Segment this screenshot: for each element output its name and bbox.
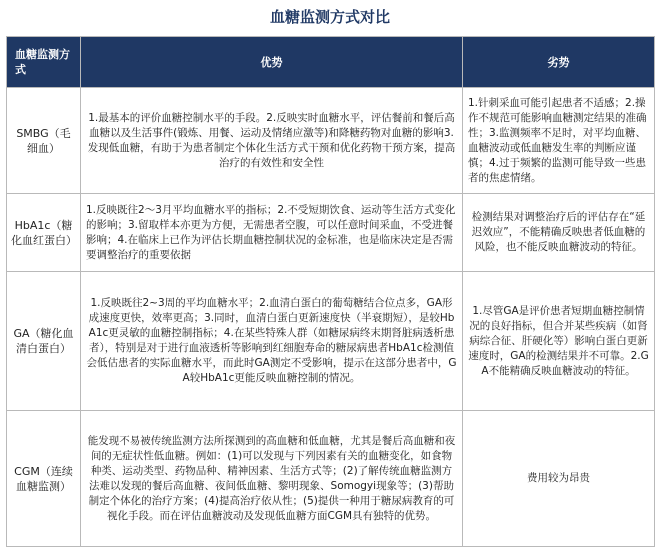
header-advantages: 优势 bbox=[81, 37, 463, 88]
method-cell: CGM（连续血糖监测） bbox=[7, 411, 81, 547]
comparison-table bbox=[6, 36, 655, 547]
table-row bbox=[7, 272, 655, 411]
advantages-cell: 能发现不易被传统监测方法所探测到的高血糖和低血糖，尤其是餐后高血糖和夜间的无症状性低血糖。例如：(1)可以发现与下列因素有关的血糖变化，如食物种类、运动类型、药物品种、精神因素、生活方式等；(2)了解传统血糖监测方法难以发现的餐后高血糖、夜间低血糖、黎明现象、Somogyi现象等；(3)帮助制定个体化的治疗方案；(4)提高治疗依从性；(5)提供一种用于糖尿病教育的可视化手段。而在评估血糖波动及发现低血糖方面CGM具有独特的优势。 bbox=[81, 411, 463, 547]
method-cell: HbA1c（糖化血红蛋白） bbox=[7, 194, 81, 272]
advantages-cell: 1.反映既往2~3周的平均血糖水平；2.血清白蛋白的葡萄糖结合位点多，GA形成速度更快，效率更高；3.同时，血清白蛋白更新速度快（半衰期短），是较HbA1c更灵敏的血糖控制指标；4.在某些特殊人群（如糖尿病终末期肾脏病透析患者），特别是对于进行血液透析等影响到红细胞寿命的糖尿病患者HbA1c检测值会低估患者的实际血糖水平，而此时GA测定不受影响，提示在这部分患者中，GA较HbA1c更能反映血糖控制的情况。 bbox=[81, 272, 463, 411]
disadvantages-cell: 费用较为昂贵 bbox=[463, 411, 655, 547]
header-row bbox=[7, 37, 655, 88]
table-row bbox=[7, 411, 655, 547]
disadvantages-cell: 1.尽管GA是评价患者短期血糖控制情况的良好指标，但合并某些疾病（如肾病综合征、肝硬化等）影响白蛋白更新速度时，GA的检测结果并不可靠。2.GA不能精确反映血糖波动的特征。 bbox=[463, 272, 655, 411]
table-row bbox=[7, 194, 655, 272]
header-method: 血糖监测方式 bbox=[7, 37, 81, 88]
advantages-cell: 1.反映既往2～3月平均血糖水平的指标；2.不受短期饮食、运动等生活方式变化的影响；3.留取样本亦更为方便，无需患者空腹，可以任意时间采血，不受进餐影响；4.在临床上已作为评估长期血糖控制状况的金标准，也是临床决定是否需要调整治疗的重要依据 bbox=[81, 194, 463, 272]
method-cell: SMBG（毛细血） bbox=[7, 88, 81, 194]
advantages-cell: 1.最基本的评价血糖控制水平的手段。2.反映实时血糖水平，评估餐前和餐后高血糖以及生活事件(锻炼、用餐、运动及情绪应激等)和降糖药物对血糖的影响3.发现低血糖，有助于为患者制定个体化生活方式干预和优化药物干预方案，提高治疗的有效性和安全性 bbox=[81, 88, 463, 194]
disadvantages-cell: 1.针刺采血可能引起患者不适感；2.操作不规范可能影响血糖测定结果的准确性；3.监测频率不足时，对平均血糖、血糖波动或低血糖发生率的判断应谨慎；4.过于频繁的监测可能导致一些患者的焦虑情绪。 bbox=[463, 88, 655, 194]
method-cell: GA（糖化血清白蛋白） bbox=[7, 272, 81, 411]
header-disadvantages: 劣势 bbox=[463, 37, 655, 88]
disadvantages-cell: 检测结果对调整治疗后的评估存在“延迟效应”，不能精确反映患者低血糖的风险，也不能反映血糖波动的特征。 bbox=[463, 194, 655, 272]
table-row bbox=[7, 88, 655, 194]
page-title: 血糖监测方式对比 bbox=[269, 8, 390, 26]
